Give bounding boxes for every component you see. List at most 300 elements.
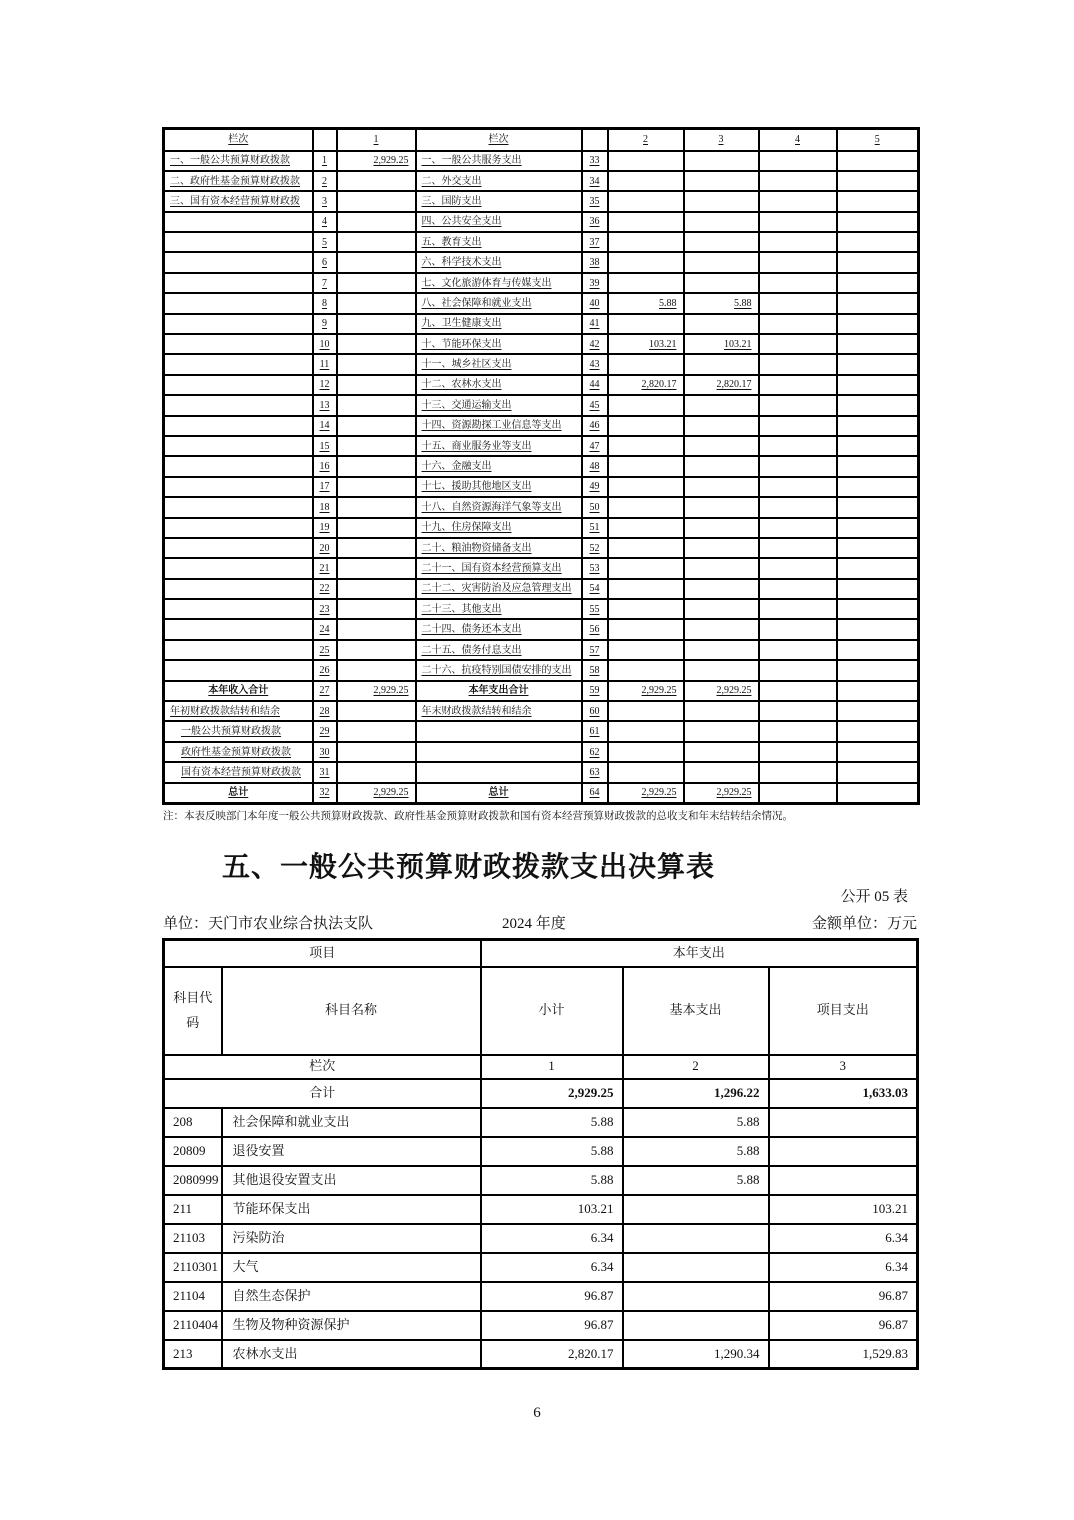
row-label-left xyxy=(164,436,313,456)
row-no-right: 64 xyxy=(582,783,608,803)
subject-code: 211 xyxy=(164,1195,222,1224)
balance-row xyxy=(164,660,919,680)
amount-subtotal: 5.88 xyxy=(481,1166,623,1195)
value-col3 xyxy=(684,558,759,578)
value-col4 xyxy=(759,783,837,803)
value-col3: 103.21 xyxy=(684,334,759,354)
row-label-left xyxy=(164,579,313,599)
row-label-left: 二、政府性基金预算财政拨款 xyxy=(164,171,313,191)
row-no-left: 25 xyxy=(313,640,337,660)
value-col5 xyxy=(837,334,919,354)
row-no-right: 49 xyxy=(582,477,608,497)
amount-basic: 1,290.34 xyxy=(623,1340,769,1369)
row-label-right: 二十三、其他支出 xyxy=(416,599,582,619)
value-col1 xyxy=(337,212,416,232)
value-col1 xyxy=(337,171,416,191)
value-col2: 2,929.25 xyxy=(608,681,684,701)
value-col5 xyxy=(837,171,919,191)
value-col3 xyxy=(684,232,759,252)
subject-code: 2110301 xyxy=(164,1253,222,1282)
subject-name: 生物及物种资源保护 xyxy=(222,1311,481,1340)
amount-project: 1,529.83 xyxy=(769,1340,918,1369)
total-subtotal: 2,929.25 xyxy=(481,1079,623,1108)
row-no-right: 61 xyxy=(582,721,608,741)
row-no-left: 20 xyxy=(313,538,337,558)
row-label-left: 总计 xyxy=(164,783,313,803)
expenditure-row xyxy=(164,1195,918,1224)
amount-subtotal: 5.88 xyxy=(481,1137,623,1166)
value-col5 xyxy=(837,660,919,680)
value-col4 xyxy=(759,681,837,701)
value-col1 xyxy=(337,518,416,538)
value-col4 xyxy=(759,395,837,415)
expenditure-lanci-row xyxy=(164,1055,918,1079)
value-col4 xyxy=(759,232,837,252)
value-col1 xyxy=(337,252,416,272)
value-col3 xyxy=(684,579,759,599)
value-col1 xyxy=(337,334,416,354)
expenditure-row xyxy=(164,1108,918,1137)
value-col4 xyxy=(759,619,837,639)
balance-row xyxy=(164,314,919,334)
row-label-right: 二十、粮油物资储备支出 xyxy=(416,538,582,558)
balance-row xyxy=(164,681,919,701)
value-col2 xyxy=(608,191,684,211)
row-no-left: 30 xyxy=(313,742,337,762)
balance-row xyxy=(164,252,919,272)
row-no-left: 21 xyxy=(313,558,337,578)
balance-row xyxy=(164,762,919,782)
amount-basic xyxy=(623,1195,769,1224)
value-col2 xyxy=(608,232,684,252)
page-number: 6 xyxy=(533,1405,541,1421)
row-label-right: 四、公共安全支出 xyxy=(416,212,582,232)
value-col5 xyxy=(837,375,919,395)
value-col1 xyxy=(337,721,416,741)
row-label-right: 二十一、国有资本经营预算支出 xyxy=(416,558,582,578)
value-col5 xyxy=(837,354,919,374)
balance-row xyxy=(164,701,919,721)
value-col3 xyxy=(684,701,759,721)
subject-name: 退役安置 xyxy=(222,1137,481,1166)
value-col4 xyxy=(759,538,837,558)
row-label-left xyxy=(164,660,313,680)
value-col3 xyxy=(684,660,759,680)
row-label-right: 十七、援助其他地区支出 xyxy=(416,477,582,497)
value-col3 xyxy=(684,742,759,762)
expenditure-total-row xyxy=(164,1079,918,1108)
subject-code: 20809 xyxy=(164,1137,222,1166)
lanci-label: 栏次 xyxy=(164,1055,481,1079)
value-col5 xyxy=(837,579,919,599)
header-col-4: 4 xyxy=(759,129,837,151)
value-col1 xyxy=(337,762,416,782)
balance-row xyxy=(164,375,919,395)
table-note: 注：本表反映部门本年度一般公共预算财政拨款、政府性基金预算财政拨款和国有资本经营预算财政拨款的总收支和年末结转结余情况。 xyxy=(163,811,793,822)
value-col5 xyxy=(837,640,919,660)
value-col4 xyxy=(759,354,837,374)
value-col5 xyxy=(837,681,919,701)
value-col5 xyxy=(837,701,919,721)
value-col4 xyxy=(759,334,837,354)
value-col1 xyxy=(337,477,416,497)
amount-subtotal: 6.34 xyxy=(481,1253,623,1282)
header-col-2: 2 xyxy=(608,129,684,151)
value-col1 xyxy=(337,232,416,252)
row-no-left: 3 xyxy=(313,191,337,211)
value-col2 xyxy=(608,477,684,497)
value-col3 xyxy=(684,191,759,211)
row-label-left xyxy=(164,314,313,334)
expenditure-row xyxy=(164,1340,918,1369)
row-label-right: 十八、自然资源海洋气象等支出 xyxy=(416,497,582,517)
row-label-left xyxy=(164,599,313,619)
row-no-right: 35 xyxy=(582,191,608,211)
row-label-left xyxy=(164,640,313,660)
value-col1: 2,929.25 xyxy=(337,681,416,701)
expenditure-table-body xyxy=(164,1108,918,1369)
value-col5 xyxy=(837,497,919,517)
subject-name: 污染防治 xyxy=(222,1224,481,1253)
value-col5 xyxy=(837,416,919,436)
value-col3: 5.88 xyxy=(684,293,759,313)
value-col4 xyxy=(759,701,837,721)
row-label-left xyxy=(164,416,313,436)
header-col-5: 5 xyxy=(837,129,919,151)
row-label-left: 年初财政拨款结转和结余 xyxy=(164,701,313,721)
row-no-left: 18 xyxy=(313,497,337,517)
amount-basic xyxy=(623,1253,769,1282)
value-col4 xyxy=(759,762,837,782)
row-label-right: 二十六、抗疫特别国债安排的支出 xyxy=(416,660,582,680)
row-label-left: 三、国有资本经营预算财政拨 xyxy=(164,191,313,211)
balance-row xyxy=(164,395,919,415)
value-col1 xyxy=(337,191,416,211)
value-col2 xyxy=(608,212,684,232)
value-col2 xyxy=(608,701,684,721)
row-label-right xyxy=(416,762,582,782)
header-lanci-right: 栏次 xyxy=(416,129,582,151)
amount-subtotal: 5.88 xyxy=(481,1108,623,1137)
value-col3 xyxy=(684,171,759,191)
table-code-label: 公开 05 表 xyxy=(840,889,908,905)
row-no-left: 14 xyxy=(313,416,337,436)
row-label-right xyxy=(416,742,582,762)
lanci-1: 1 xyxy=(481,1055,623,1079)
value-col2: 103.21 xyxy=(608,334,684,354)
row-label-left: 国有资本经营预算财政拨款 xyxy=(164,762,313,782)
row-no-left: 22 xyxy=(313,579,337,599)
value-col2 xyxy=(608,762,684,782)
row-no-left: 27 xyxy=(313,681,337,701)
value-col2 xyxy=(608,619,684,639)
value-col4 xyxy=(759,477,837,497)
subject-name: 社会保障和就业支出 xyxy=(222,1108,481,1137)
row-label-right: 十一、城乡社区支出 xyxy=(416,354,582,374)
value-col1 xyxy=(337,456,416,476)
balance-row xyxy=(164,273,919,293)
lanci-3: 3 xyxy=(769,1055,918,1079)
row-no-right: 58 xyxy=(582,660,608,680)
value-col3 xyxy=(684,436,759,456)
value-col5 xyxy=(837,293,919,313)
value-col3: 2,929.25 xyxy=(684,783,759,803)
value-col3 xyxy=(684,518,759,538)
row-no-left: 23 xyxy=(313,599,337,619)
row-no-right: 56 xyxy=(582,619,608,639)
subject-name: 自然生态保护 xyxy=(222,1282,481,1311)
subject-name: 大气 xyxy=(222,1253,481,1282)
subject-code: 208 xyxy=(164,1108,222,1137)
row-no-right: 62 xyxy=(582,742,608,762)
row-no-right: 44 xyxy=(582,375,608,395)
row-no-right: 48 xyxy=(582,456,608,476)
value-col3 xyxy=(684,477,759,497)
row-no-left: 2 xyxy=(313,171,337,191)
balance-row xyxy=(164,742,919,762)
header-subject-code: 科目代码 xyxy=(164,967,222,1055)
row-no-right: 47 xyxy=(582,436,608,456)
value-col2 xyxy=(608,518,684,538)
value-col1: 2,929.25 xyxy=(337,151,416,171)
expenditure-header-row-1 xyxy=(164,940,918,967)
value-col2 xyxy=(608,599,684,619)
subject-code: 2110404 xyxy=(164,1311,222,1340)
year-label: 2024 年度 xyxy=(502,916,566,932)
value-col3 xyxy=(684,497,759,517)
subject-code: 2080999 xyxy=(164,1166,222,1195)
value-col4 xyxy=(759,314,837,334)
value-col3 xyxy=(684,762,759,782)
balance-row xyxy=(164,416,919,436)
value-col5 xyxy=(837,436,919,456)
expenditure-row xyxy=(164,1311,918,1340)
row-no-right: 36 xyxy=(582,212,608,232)
row-no-right: 43 xyxy=(582,354,608,374)
value-col4 xyxy=(759,191,837,211)
amount-basic xyxy=(623,1224,769,1253)
value-col3 xyxy=(684,538,759,558)
value-col4 xyxy=(759,171,837,191)
row-no-left: 16 xyxy=(313,456,337,476)
value-col5 xyxy=(837,599,919,619)
value-col2: 2,929.25 xyxy=(608,783,684,803)
expenditure-header-row-2 xyxy=(164,967,918,1055)
value-col3 xyxy=(684,456,759,476)
value-col2 xyxy=(608,416,684,436)
row-no-right: 46 xyxy=(582,416,608,436)
amount-project: 6.34 xyxy=(769,1253,918,1282)
row-label-left xyxy=(164,619,313,639)
value-col2 xyxy=(608,660,684,680)
row-label-left xyxy=(164,252,313,272)
row-no-right: 42 xyxy=(582,334,608,354)
row-no-right: 41 xyxy=(582,314,608,334)
value-col2 xyxy=(608,273,684,293)
row-no-right: 63 xyxy=(582,762,608,782)
value-col5 xyxy=(837,395,919,415)
value-col2 xyxy=(608,538,684,558)
row-label-right: 二、外交支出 xyxy=(416,171,582,191)
row-no-left: 19 xyxy=(313,518,337,538)
value-col3 xyxy=(684,354,759,374)
amount-project: 96.87 xyxy=(769,1282,918,1311)
value-col1 xyxy=(337,436,416,456)
balance-row xyxy=(164,518,919,538)
balance-row xyxy=(164,151,919,171)
balance-row xyxy=(164,497,919,517)
amount-project: 6.34 xyxy=(769,1224,918,1253)
amount-subtotal: 103.21 xyxy=(481,1195,623,1224)
balance-table-body xyxy=(164,129,919,804)
row-no-right: 52 xyxy=(582,538,608,558)
value-col4 xyxy=(759,660,837,680)
row-no-left: 1 xyxy=(313,151,337,171)
value-col2 xyxy=(608,640,684,660)
amount-basic: 5.88 xyxy=(623,1137,769,1166)
header-subject-name: 科目名称 xyxy=(222,967,481,1055)
row-label-right xyxy=(416,721,582,741)
value-col1 xyxy=(337,273,416,293)
subject-name: 其他退役安置支出 xyxy=(222,1166,481,1195)
value-col1 xyxy=(337,640,416,660)
balance-header-row xyxy=(164,129,919,151)
value-col3 xyxy=(684,416,759,436)
row-label-left xyxy=(164,497,313,517)
row-label-right: 十、节能环保支出 xyxy=(416,334,582,354)
table-info-line xyxy=(163,912,917,933)
value-col4 xyxy=(759,151,837,171)
subject-name: 节能环保支出 xyxy=(222,1195,481,1224)
row-no-right: 55 xyxy=(582,599,608,619)
row-label-left: 本年收入合计 xyxy=(164,681,313,701)
row-label-left xyxy=(164,273,313,293)
row-label-right: 十九、住房保障支出 xyxy=(416,518,582,538)
row-no-right: 39 xyxy=(582,273,608,293)
row-label-right: 二十四、债务还本支出 xyxy=(416,619,582,639)
balance-row xyxy=(164,293,919,313)
balance-row xyxy=(164,232,919,252)
value-col4 xyxy=(759,599,837,619)
value-col5 xyxy=(837,191,919,211)
row-no-right: 53 xyxy=(582,558,608,578)
row-no-left: 9 xyxy=(313,314,337,334)
value-col1 xyxy=(337,395,416,415)
row-label-right: 十六、金融支出 xyxy=(416,456,582,476)
row-label-right: 二十五、债务付息支出 xyxy=(416,640,582,660)
value-col3: 2,929.25 xyxy=(684,681,759,701)
balance-row xyxy=(164,191,919,211)
value-col1 xyxy=(337,416,416,436)
row-label-right: 二十二、灾害防治及应急管理支出 xyxy=(416,579,582,599)
total-basic: 1,296.22 xyxy=(623,1079,769,1108)
value-col4 xyxy=(759,640,837,660)
value-col5 xyxy=(837,742,919,762)
value-col5 xyxy=(837,538,919,558)
value-col5 xyxy=(837,232,919,252)
header-project: 项目 xyxy=(164,940,481,967)
subject-name: 农林水支出 xyxy=(222,1340,481,1369)
amount-project: 103.21 xyxy=(769,1195,918,1224)
row-label-right: 一、一般公共服务支出 xyxy=(416,151,582,171)
row-no-right: 34 xyxy=(582,171,608,191)
row-label-left xyxy=(164,354,313,374)
unit-label: 单位：天门市农业综合执法支队 xyxy=(163,916,374,932)
value-col4 xyxy=(759,212,837,232)
value-col1 xyxy=(337,579,416,599)
row-no-right: 45 xyxy=(582,395,608,415)
value-col2 xyxy=(608,497,684,517)
value-col4 xyxy=(759,518,837,538)
row-label-right: 本年支出合计 xyxy=(416,681,582,701)
row-no-left: 17 xyxy=(313,477,337,497)
value-col5 xyxy=(837,314,919,334)
expenditure-row xyxy=(164,1224,918,1253)
row-label-left xyxy=(164,558,313,578)
value-col3 xyxy=(684,619,759,639)
value-col1 xyxy=(337,701,416,721)
row-label-left xyxy=(164,293,313,313)
row-no-left: 12 xyxy=(313,375,337,395)
value-col2 xyxy=(608,252,684,272)
amount-subtotal: 6.34 xyxy=(481,1224,623,1253)
balance-row xyxy=(164,783,919,803)
row-no-left: 10 xyxy=(313,334,337,354)
header-lanci-left: 栏次 xyxy=(164,129,313,151)
value-col2 xyxy=(608,742,684,762)
value-col2 xyxy=(608,721,684,741)
row-no-left: 5 xyxy=(313,232,337,252)
value-col2 xyxy=(608,395,684,415)
row-no-left: 7 xyxy=(313,273,337,293)
header-blank-left xyxy=(313,129,337,151)
row-label-right: 总计 xyxy=(416,783,582,803)
row-no-right: 59 xyxy=(582,681,608,701)
row-label-right: 年末财政拨款结转和结余 xyxy=(416,701,582,721)
amount-project: 96.87 xyxy=(769,1311,918,1340)
value-col3 xyxy=(684,721,759,741)
value-col3 xyxy=(684,273,759,293)
header-project-exp: 项目支出 xyxy=(769,967,918,1055)
value-col4 xyxy=(759,497,837,517)
row-label-left xyxy=(164,518,313,538)
value-col3 xyxy=(684,252,759,272)
total-label: 合计 xyxy=(164,1079,481,1108)
amount-subtotal: 96.87 xyxy=(481,1282,623,1311)
row-label-left: 政府性基金预算财政拨款 xyxy=(164,742,313,762)
balance-row xyxy=(164,619,919,639)
amount-basic: 5.88 xyxy=(623,1166,769,1195)
row-no-right: 60 xyxy=(582,701,608,721)
value-col1 xyxy=(337,354,416,374)
row-label-right: 九、卫生健康支出 xyxy=(416,314,582,334)
value-col1 xyxy=(337,538,416,558)
value-col1 xyxy=(337,314,416,334)
value-col4 xyxy=(759,558,837,578)
value-col3 xyxy=(684,599,759,619)
value-col4 xyxy=(759,436,837,456)
row-label-right: 七、文化旅游体育与传媒支出 xyxy=(416,273,582,293)
value-col5 xyxy=(837,619,919,639)
value-col1 xyxy=(337,497,416,517)
value-col5 xyxy=(837,518,919,538)
value-col1 xyxy=(337,660,416,680)
expenditure-row xyxy=(164,1253,918,1282)
expenditure-row xyxy=(164,1166,918,1195)
expenditure-row xyxy=(164,1137,918,1166)
balance-row xyxy=(164,436,919,456)
value-col5 xyxy=(837,783,919,803)
